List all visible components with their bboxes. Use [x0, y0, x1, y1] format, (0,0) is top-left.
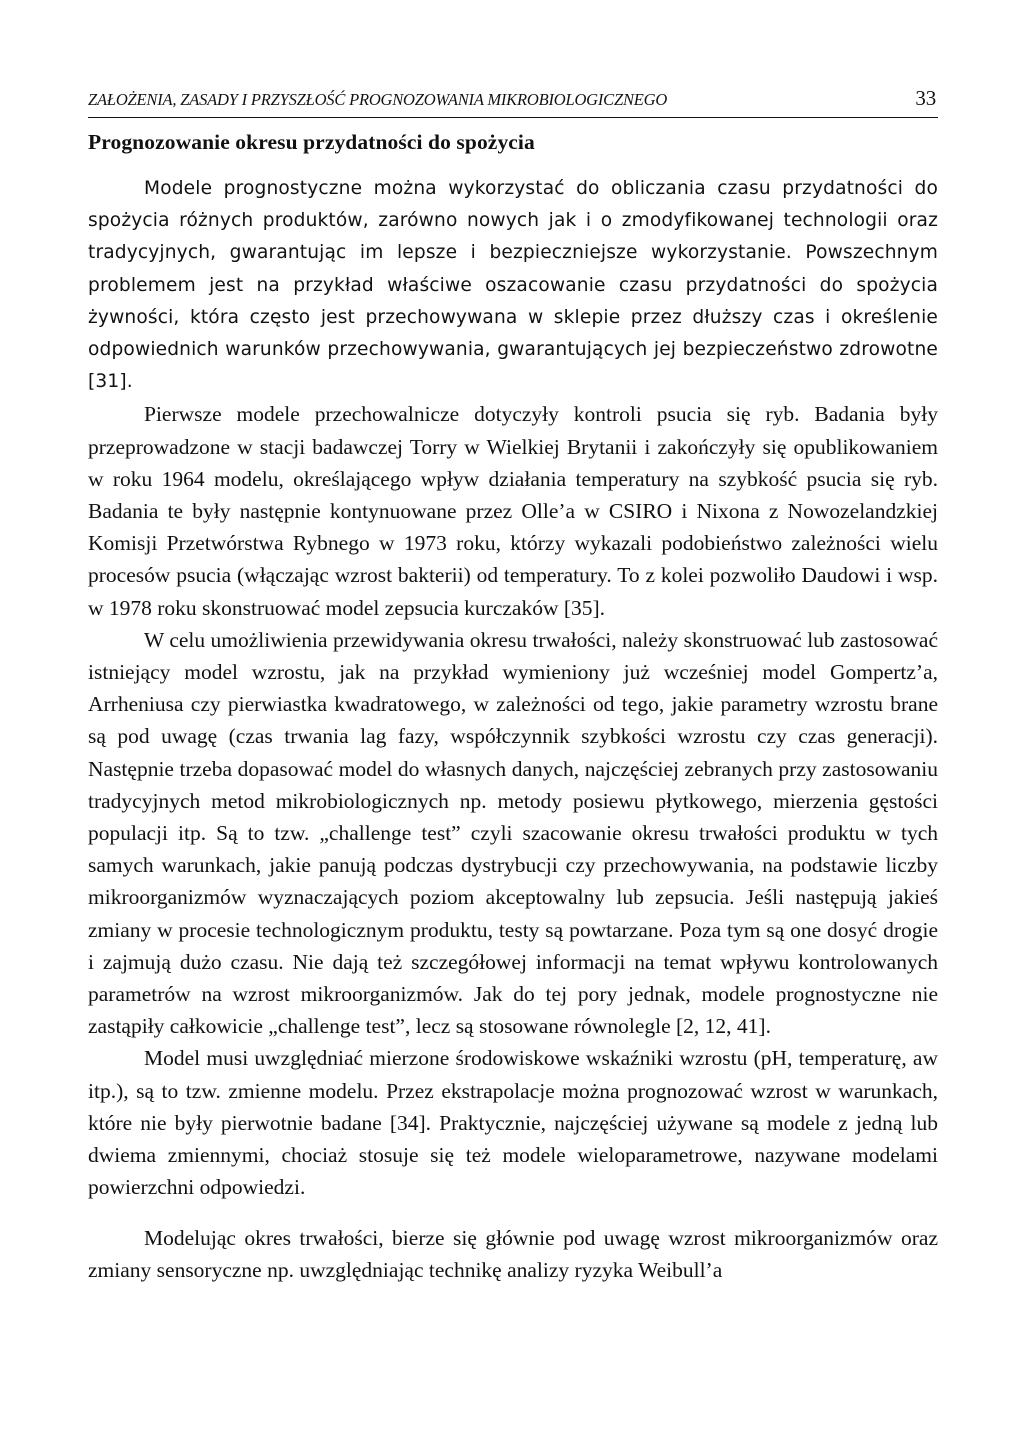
paragraph: Model musi uwzględniać mierzone środowiskowe wskaźniki wzrostu (pH, temperaturę, aw itp.), są to tzw. zmienne modelu. Przez ekstrapolacje można prognozować wzrost w warunkach, które nie były pierwotnie badane [34]. Praktycznie, najczęściej używane są modele z jedną lub dwiema zmiennymi, chociaż stosuje się też modele wieloparametrowe, nazywane modelami powierzchni odpowiedzi. [88, 1046, 938, 1200]
page-number: 33 [915, 86, 936, 110]
running-title: ZAŁOŻENIA, ZASADY I PRZYSZŁOŚĆ PROGNOZOWANIA MIKROBIOLOGICZNEGO [88, 90, 668, 109]
paragraph: Pierwsze modele przechowalnicze dotyczyły kontroli psucia się ryb. Badania były przeprowadzone w stacji badawczej Torry w Wielkiej Brytanii i zakończyły się opublikowaniem w roku 1964 modelu, określającego wpływ działania temperatury na szybkość psucia się ryb. Badania te były następnie kontynuowane przez Olle’a w CSIRO i Nixona z Nowozelandzkiej Komisji Przetwórstwa Rybnego w 1973 roku, którzy wykazali podobieństwo zależności wielu procesów psucia (włączając wzrost bakterii) od temperatury. To z kolei pozwoliło Daudowi i wsp. w 1978 roku skonstruować model zepsucia kurczaków [35]. [88, 402, 938, 620]
running-header [88, 86, 938, 118]
document-page [88, 86, 938, 1286]
body-text [88, 173, 938, 1286]
section-heading: Prognozowanie okresu przydatności do spożycia [88, 130, 535, 154]
paragraph: W celu umożliwienia przewidywania okresu trwałości, należy skonstruować lub zastosować istniejący model wzrostu, jak na przykład wymieniony już wcześniej model Gompertz’a, Arrheniusa czy pierwiastka kwadratowego, w zależności od tego, jakie parametry wzrostu brane są pod uwagę (czas trwania lag fazy, współczynnik szybkości wzrostu czy czas generacji). Następnie trzeba dopasować model do własnych danych, najczęściej zebranych przy zastosowaniu tradycyjnych metod mikrobiologicznych np. metody posiewu płytkowego, mierzenia gęstości populacji itp. Są to tzw. „challenge test” czyli szacowanie okresu trwałości produktu w tych samych warunkach, jakie panują podczas dystrybucji czy przechowywania, na podstawie liczby mikroorganizmów wyznaczających poziom akceptowalny lub zepsucia. Jeśli następują jakieś zmiany w procesie technologicznym produktu, testy są powtarzane. Poza tym są one dosyć drogie i zajmują dużo czasu. Nie dają też szczegółowej informacji na temat wpływu kontrolowanych parametrów na wzrost mikroorganizmów. Jak do tej pory jednak, modele prognostyczne nie zastąpiły całkowicie „challenge test”, lecz są stosowane równolegle [2, 12, 41]. [88, 627, 938, 1039]
paragraph: Modelując okres trwałości, bierze się głównie pod uwagę wzrost mikroorganizmów oraz zmiany sensoryczne np. uwzględniając technikę analizy ryzyka Weibull’a [88, 1225, 938, 1282]
paragraph: Modele prognostyczne można wykorzystać do obliczania czasu przydatności do spożycia różnych produktów, zarówno nowych jak i o zmodyfikowanej technologii oraz tradycyjnych, gwarantując im lepsze i bezpieczniejsze wykorzystanie. Powszechnym problemem jest na przykład właściwe oszacowanie czasu przydatności do spożycia żywności, która często jest przechowywana w sklepie przez dłuższy czas i określenie odpowiednich warunków przechowywania, gwarantujących jej bezpieczeństwo zdrowotne [31]. [88, 178, 938, 393]
